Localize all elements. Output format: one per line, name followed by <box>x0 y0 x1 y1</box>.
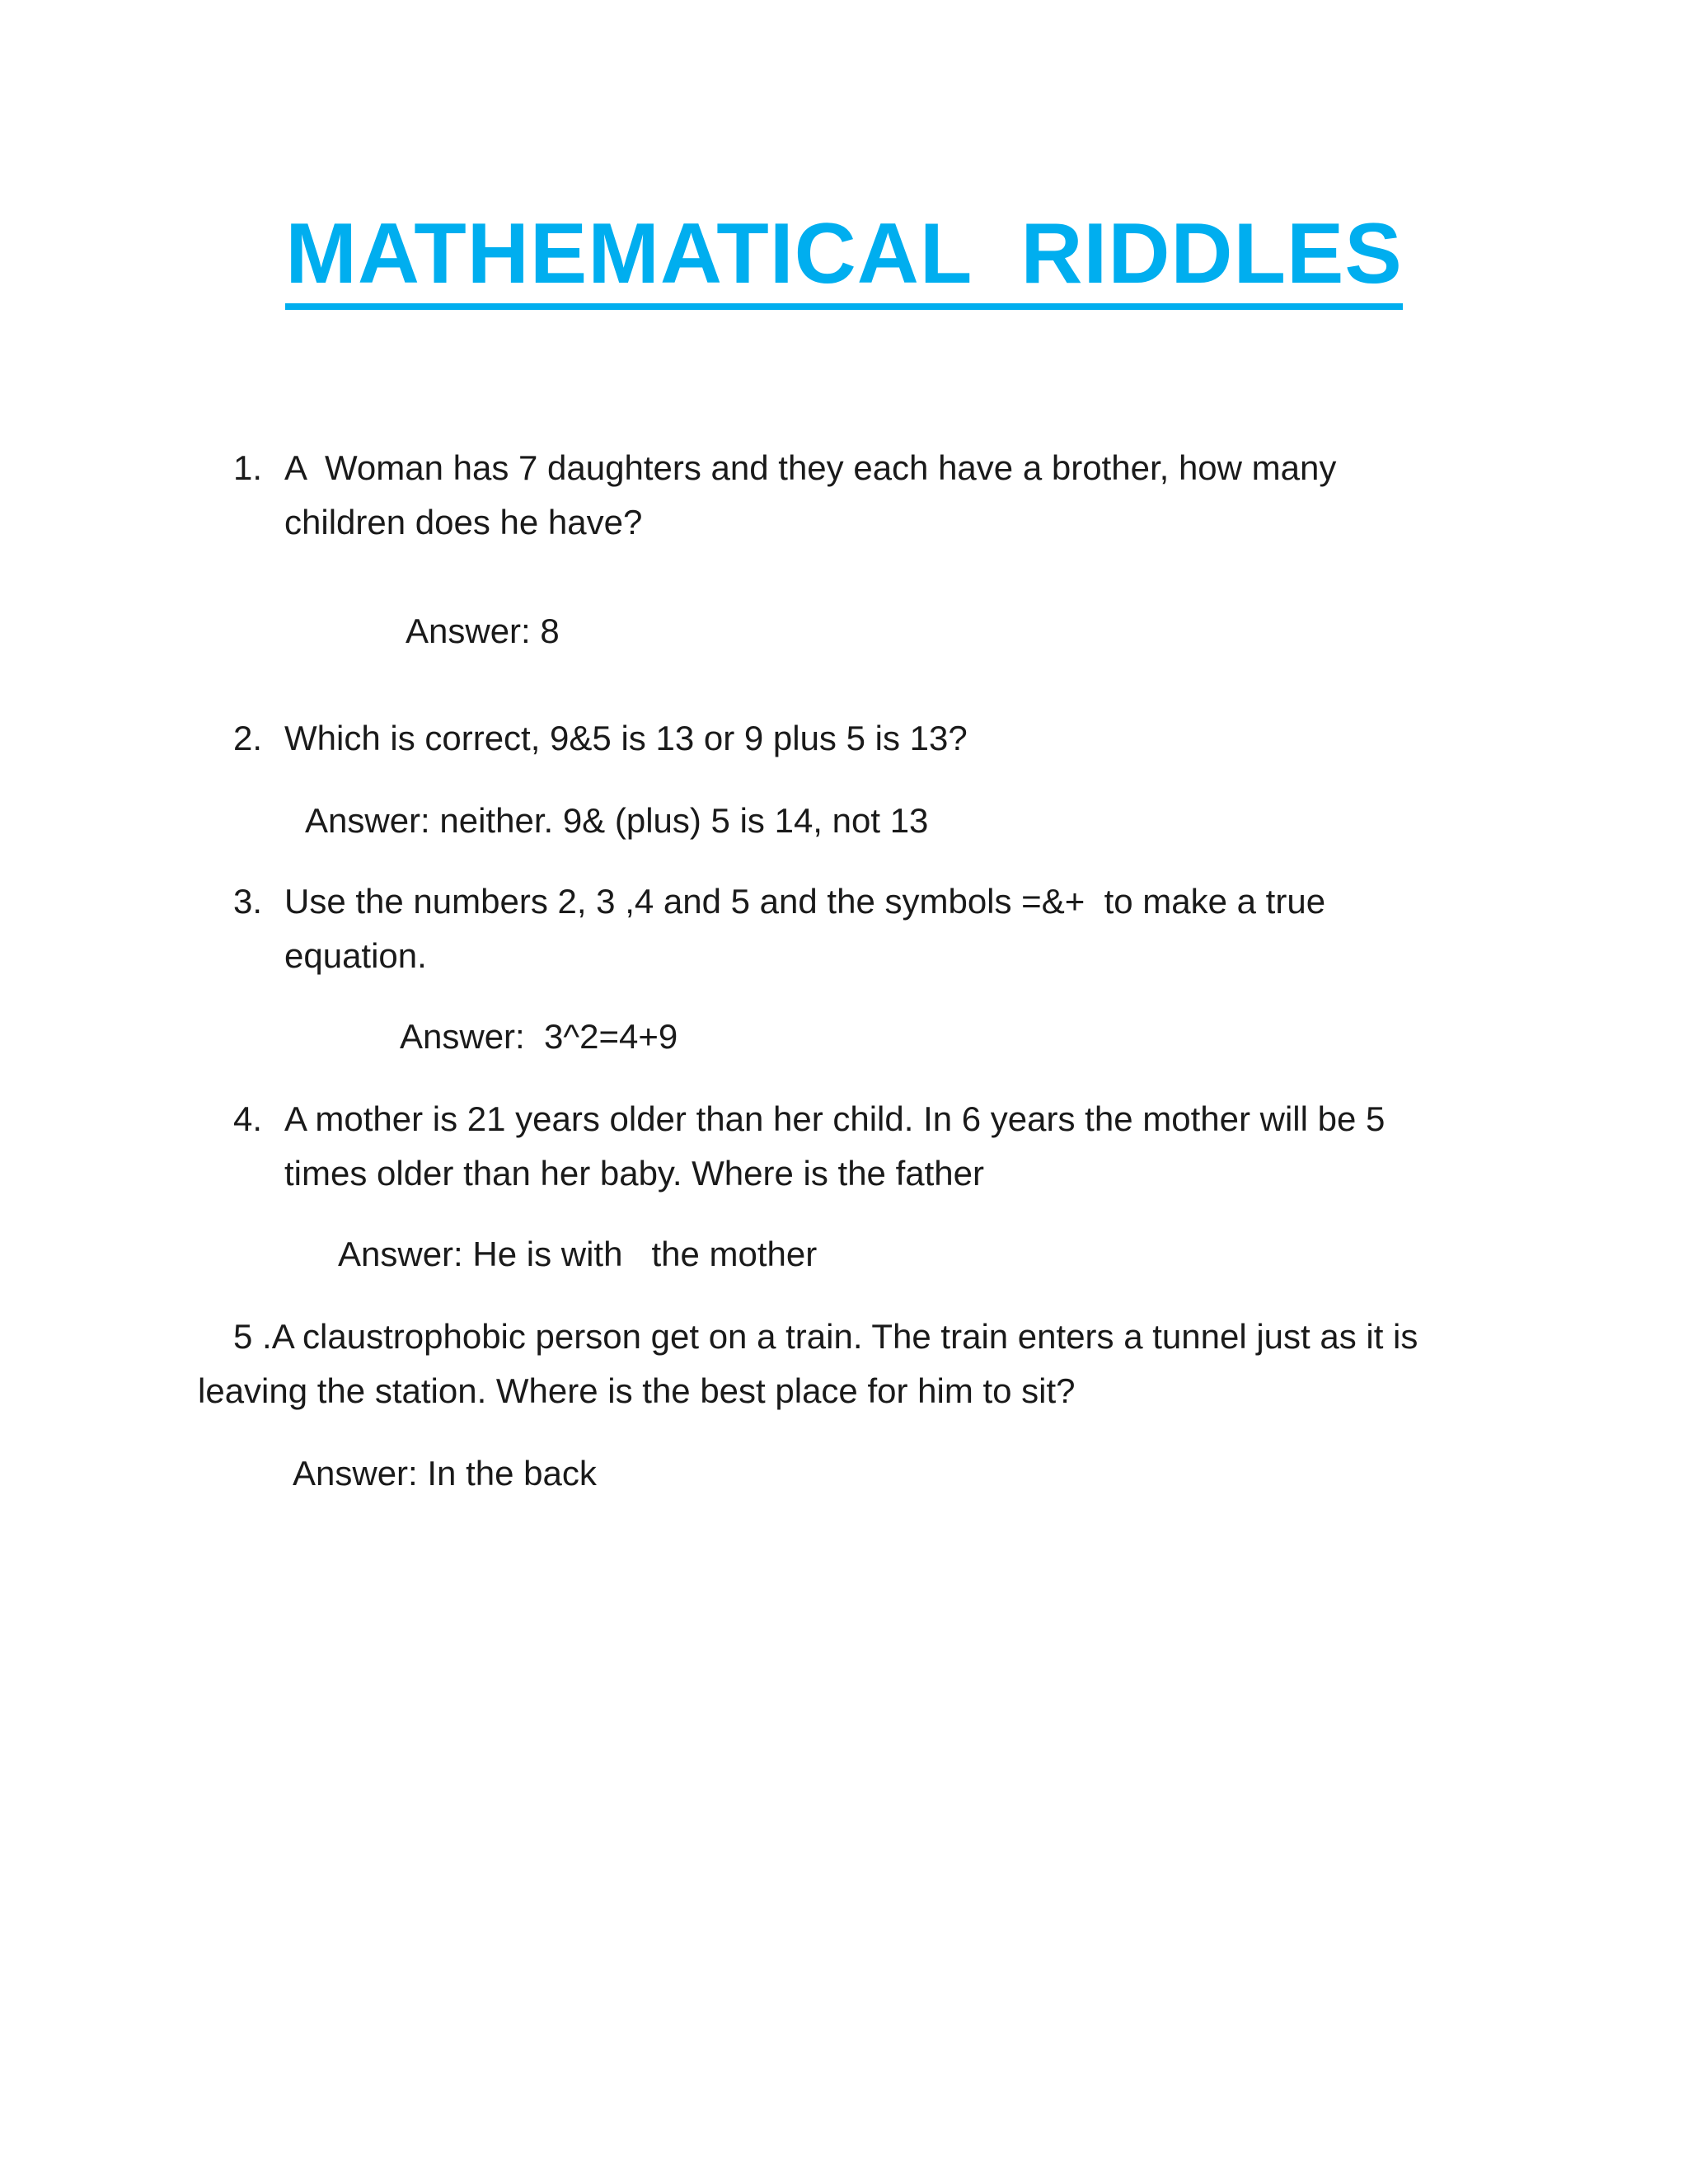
riddle-3-question-line-1: Use the numbers 2, 3 ,4 and 5 and the symbols =&+ to make a true <box>284 882 1326 921</box>
riddle-3-number: 3. <box>233 882 263 921</box>
riddle-2-question-line-1: Which is correct, 9&5 is 13 or 9 plus 5 is 13? <box>284 719 968 757</box>
riddle-3-question-line-2: equation. <box>284 936 427 975</box>
riddle-1-question-line-2: children does he have? <box>284 503 643 541</box>
riddle-4-question-line-2: times older than her baby. Where is the father <box>284 1154 984 1193</box>
riddle-2-number: 2. <box>233 719 263 757</box>
riddle-5-answer: Answer: In the back <box>293 1454 597 1493</box>
riddle-1-number: 1. <box>233 448 263 487</box>
riddle-5-question-line-2: leaving the station. Where is the best place for him to sit? <box>198 1371 1076 1410</box>
riddle-1-answer: Answer: 8 <box>406 612 560 650</box>
riddle-4-question-line-1: A mother is 21 years older than her child. In 6 years the mother will be 5 <box>284 1099 1386 1138</box>
riddle-4-number: 4. <box>233 1099 263 1138</box>
page-title-text: MATHEMATICAL RIDDLES <box>285 206 1403 310</box>
riddle-1-question-line-1: A Woman has 7 daughters and they each have a brother, how many <box>284 448 1337 487</box>
riddle-5-question-line-1: 5 .A claustrophobic person get on a train. The train enters a tunnel just as it is <box>233 1317 1418 1356</box>
riddle-4-answer: Answer: He is with the mother <box>338 1235 818 1273</box>
riddle-2-answer: Answer: neither. 9& (plus) 5 is 14, not 13 <box>305 801 929 840</box>
riddle-3-answer: Answer: 3^2=4+9 <box>400 1017 678 1056</box>
page-title <box>0 204 1688 303</box>
